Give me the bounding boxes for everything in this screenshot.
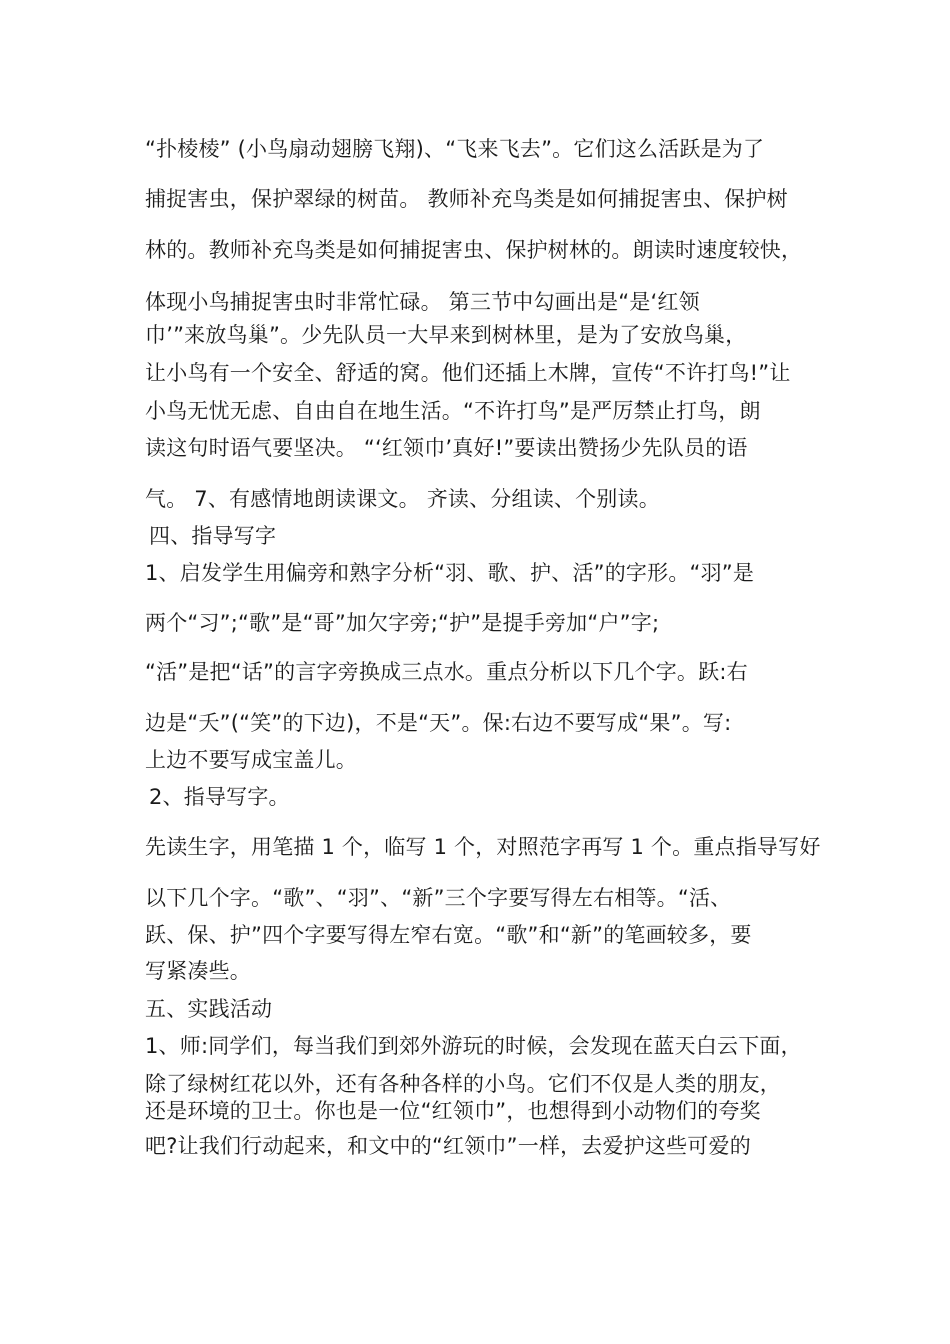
text-line: 气。 7、有感情地朗读课文。 齐读、分组读、个别读。 — [145, 487, 660, 511]
text-line: 吧?让我们行动起来，和文中的“红领巾”一样，去爱护这些可爱的 — [145, 1134, 751, 1158]
section-heading: 五、实践活动 — [145, 997, 273, 1021]
section-heading: 2、指导写字。 — [149, 785, 290, 809]
text-line: 林的。教师补充鸟类是如何捕捉害虫、保护树林的。朗读时速度较快， — [145, 238, 803, 262]
text-line: 以下几个字。“歌”、“羽”、“新”三个字要写得左右相等。“活、 — [145, 886, 732, 910]
text-line: 还是环境的卫士。你也是一位“红领巾”，也想得到小动物们的夸奖 — [145, 1099, 761, 1123]
text-line: 写紧凑些。 — [145, 959, 251, 983]
text-line: 两个“习”;“歌”是“哥”加欠字旁;“护”是提手旁加“户”字; — [145, 611, 660, 635]
text-line: 捕捉害虫，保护翠绿的树苗。 教师补充鸟类是如何捕捉害虫、保护树 — [145, 187, 788, 211]
text-line: 除了绿树红花以外，还有各种各样的小鸟。它们不仅是人类的朋友， — [145, 1072, 781, 1096]
text-line: 让小鸟有一个安全、舒适的窝。他们还插上木牌，宣传“不许打鸟!”让 — [145, 361, 791, 385]
text-line: “活”是把“话”的言字旁换成三点水。重点分析以下几个字。跃:右 — [145, 660, 748, 684]
text-line: 先读生字，用笔描 1 个，临写 1 个，对照范字再写 1 个。重点指导写好 — [145, 835, 821, 859]
text-line: 读这句时语气要坚决。 “‘红领巾’真好!”要读出赞扬少先队员的语 — [145, 436, 748, 460]
text-line: 1、师:同学们，每当我们到郊外游玩的时候，会发现在蓝天白云下面， — [145, 1034, 802, 1058]
text-line: 巾’”来放鸟巢”。少先队员一大早来到树林里，是为了安放鸟巢， — [145, 323, 747, 347]
text-line: 边是“夭”(“笑”的下边)，不是“天”。保:右边不要写成“果”。写: — [145, 711, 732, 735]
text-line: 小鸟无忧无虑、自由自在地生活。“不许打鸟”是严厉禁止打鸟，朗 — [145, 399, 761, 423]
text-line: 上边不要写成宝盖儿。 — [145, 748, 357, 772]
text-line: 体现小鸟捕捉害虫时非常忙碌。 第三节中勾画出是“是‘红领 — [145, 290, 700, 314]
text-line: 1、启发学生用偏旁和熟字分析“羽、歌、护、活”的字形。“羽”是 — [145, 561, 755, 585]
text-line: “扑棱棱” (小鸟扇动翅膀飞翔)、“飞来飞去”。它们这么活跃是为了 — [145, 137, 765, 161]
section-heading: 四、指导写字 — [149, 524, 277, 548]
text-line: 跃、保、护”四个字要写得左窄右宽。“歌”和“新”的笔画较多，要 — [145, 923, 752, 947]
